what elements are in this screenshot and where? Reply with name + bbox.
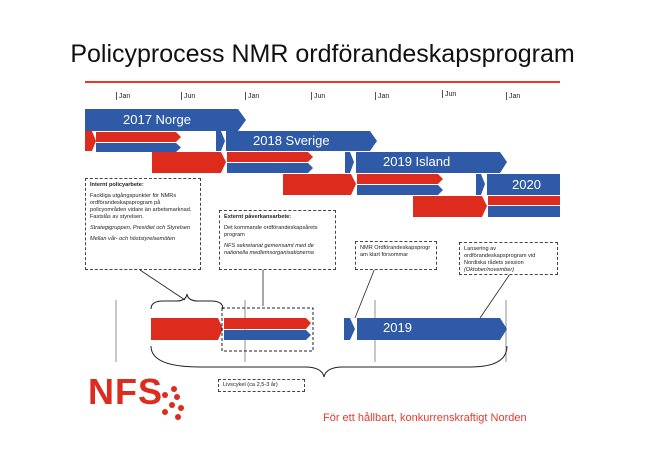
red-arrow [96,132,181,142]
year-label-2018: 2018 Sverige [253,133,330,148]
blue-arrow [357,318,507,340]
blue-arrow [357,185,443,195]
red-arrow [85,131,96,151]
blue-arrow [227,163,313,173]
blue-arrow [224,330,311,340]
internal-body: Fackliga utgångspunkter för NMRs ordförandeskapsprogram på policyområden vidare än arbetsmarknad. Fastslås av styrelsen. [90,193,192,220]
year-label-2017: 2017 Norge [123,112,191,127]
blue-arrow [344,318,355,340]
tick-label: Jan [509,93,521,100]
red-arrow [224,318,311,329]
blue-arrow [476,174,485,195]
year-label-2020: 2020 [512,177,541,192]
launch-box [459,242,558,275]
nfs-logo: NFS [88,371,163,412]
internal-note-1: Strategigruppen, Presidiet och Styrelsen [90,225,191,231]
external-influence-box [219,210,336,270]
blue-arrow [216,131,225,151]
internal-note-2: Mellan vår- och höststyrelsemöten [90,236,176,242]
red-arrow [227,152,313,162]
focus-dashed-box [222,308,313,351]
launch-note: (Oktober/november) [464,267,515,273]
blue-arrow [345,152,354,173]
red-arrow [413,196,487,217]
top-brace [151,294,223,309]
tick-label: Jun [184,93,196,100]
internal-heading: Internt policyarbete: [90,182,144,188]
nmr-body: NMR Ordförandeskapsprogr am klart försommar [360,245,431,258]
lifecycle-box: Livscykel (ca 2,5-3 år) [218,379,305,392]
tick-label: Jan [248,93,260,100]
blue-arrow [488,206,560,217]
red-arrow [283,174,356,195]
external-note: NFS sekretariat gemensamt med de nationella medlemsorganisationerna [224,243,314,256]
red-arrow [357,174,443,184]
slogan: För ett hållbart, konkurrenskraftigt Norden [323,412,527,424]
nmr-program-box [355,241,437,270]
launch-body: Lansering av ordförandeskapsprogram vid Nordiska rådets session [464,246,536,266]
red-arrow [488,196,560,205]
page-title: Policyprocess NMR ordförandeskapsprogram [70,40,575,68]
red-arrow [152,152,226,173]
year-label-2019: 2019 Island [383,154,451,169]
red-arrow [151,318,223,340]
tick-label: Jun [314,93,326,100]
internal-policy-box [85,178,201,270]
external-body: Det kommande ordförandeskapsårets program [224,225,318,238]
logo-dots [162,386,184,420]
external-heading: Externt påverkansarbete: [224,214,292,220]
blue-arrow [96,143,181,152]
tick-label: Jan [119,93,131,100]
tick-label: Jun [445,91,457,98]
zoom-year-label: 2019 [383,320,412,335]
bottom-brace [151,346,507,377]
tick-label: Jan [378,93,390,100]
